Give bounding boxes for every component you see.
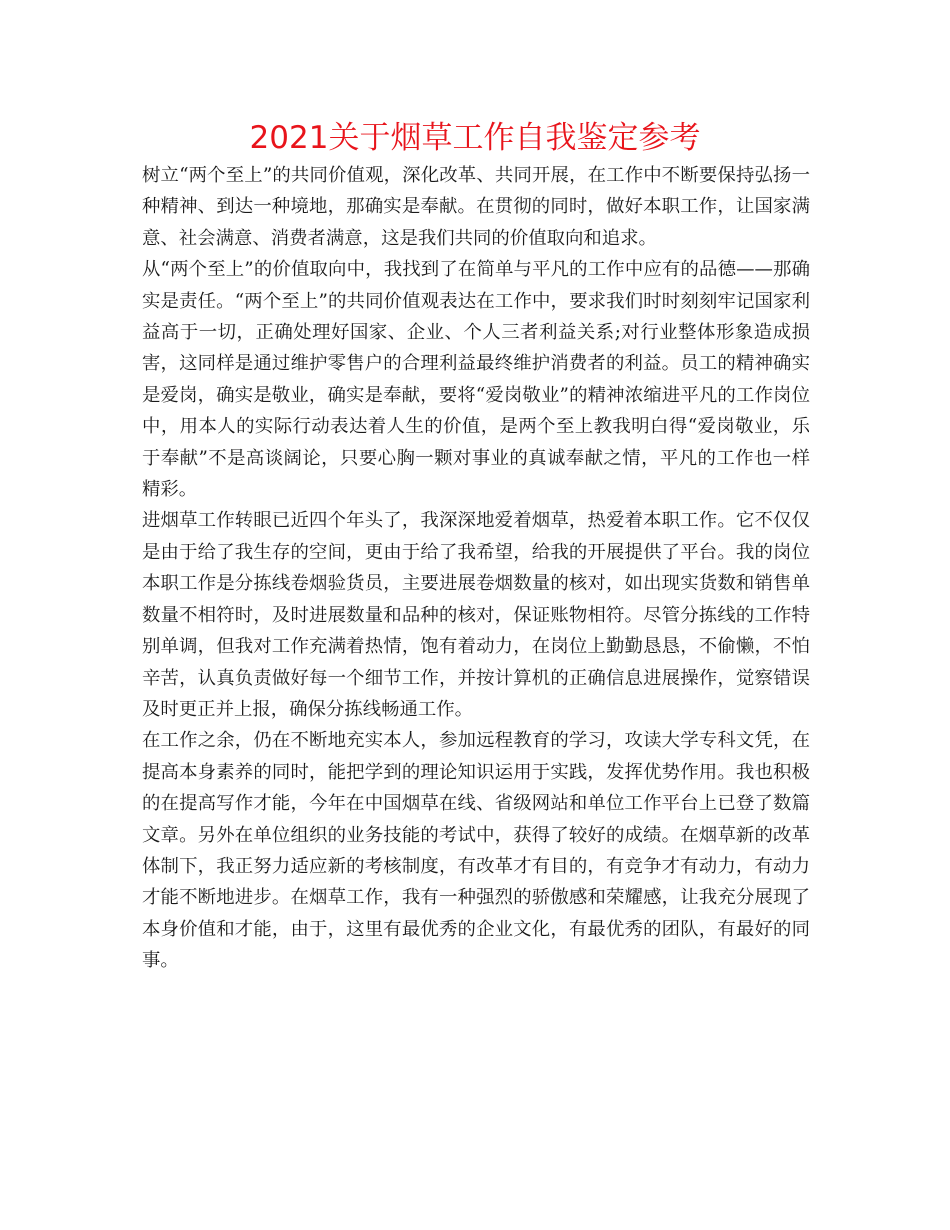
paragraph-2: 从“两个至上”的价值取向中，我找到了在简单与平凡的工作中应有的品德——那确实是责任。“两个至上”的共同价值观表达在工作中，要求我们时时刻刻牢记国家利益高于一切，正确处理好国家、企业、个人三者利益关系;对行业整体形象造成损害，这同样是通过维护零售户的合理利益最终维护消费者的利益。员工的精神确实是爱岗，确实是敬业，确实是奉献，要将“爱岗敬业”的精神浓缩进平凡的工作岗位中，用本人的实际行动表达着人生的价值，是两个至上教我明白得“爱岗敬业，乐于奉献”不是高谈阔论，只要心胸一颗对事业的真诚奉献之情，平凡的工作也一样精彩。	[142, 259, 810, 501]
document-body	[142, 160, 810, 977]
paragraph-1: 树立“两个至上”的共同价值观，深化改革、共同开展，在工作中不断要保持弘扬一种精神、到达一种境地，那确实是奉献。在贯彻的同时，做好本职工作，让国家满意、社会满意、消费者满意，这是我们共同的价值取向和追求。	[142, 165, 810, 249]
paragraph-4: 在工作之余，仍在不断地充实本人，参加远程教育的学习，攻读大学专科文凭，在提高本身素养的同时，能把学到的理论知识运用于实践，发挥优势作用。我也积极的在提高写作才能，今年在中国烟草在线、省级网站和单位工作平台上已登了数篇文章。另外在单位组织的业务技能的考试中，获得了较好的成绩。在烟草新的改革体制下，我正努力适应新的考核制度，有改革才有目的，有竞争才有动力，有动力才能不断地进步。在烟草工作，我有一种强烈的骄傲感和荣耀感，让我充分展现了本身价值和才能，由于，这里有最优秀的企业文化，有最优秀的团队，有最好的同事。	[142, 730, 810, 972]
document-title: 2021关于烟草工作自我鉴定参考	[249, 120, 701, 156]
paragraph-3: 进烟草工作转眼已近四个年头了，我深深地爱着烟草，热爱着本职工作。它不仅仅是由于给了我生存的空间，更由于给了我希望，给我的开展提供了平台。我的岗位本职工作是分拣线卷烟验货员，主要进展卷烟数量的核对，如出现实货数和销售单数量不相符时，及时进展数量和品种的核对，保证账物相符。尽管分拣线的工作特别单调，但我对工作充满着热情，饱有着动力，在岗位上勤勤恳恳，不偷懒，不怕辛苦，认真负责做好每一个细节工作，并按计算机的正确信息进展操作，觉察错误及时更正并上报，确保分拣线畅通工作。	[142, 510, 810, 720]
